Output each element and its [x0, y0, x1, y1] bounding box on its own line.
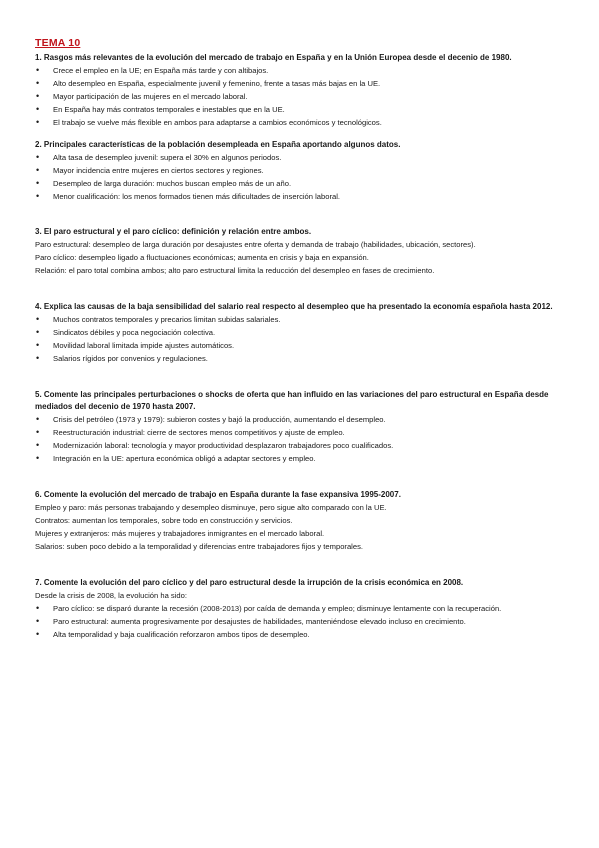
paragraph: Contratos: aumentan los temporales, sobre todo en construcción y servicios.	[35, 516, 293, 525]
bullet-list	[35, 151, 570, 203]
question-heading: 7. Comente la evolución del paro cíclico y del paro estructural desde la irrupción de la crisis económica en 2008.	[35, 578, 464, 587]
question-heading: 3. El paro estructural y el paro cíclico: definición y relación entre ambos.	[35, 227, 312, 236]
paragraph: Salarios: suben poco debido a la temporalidad y diferencias entre trabajadores fijos y temporales.	[35, 542, 363, 551]
paragraph: Paro cíclico: desempleo ligado a fluctuaciones económicas; aumenta en crisis y baja en expansión.	[35, 253, 369, 262]
question-heading: 4. Explica las causas de la baja sensibilidad del salario real respecto al desempleo que ha presentado la economía española hasta 2012.	[35, 302, 553, 311]
spacer	[35, 277, 570, 301]
paragraph: Desde la crisis de 2008, la evolución ha sido:	[35, 591, 187, 600]
list-item: • Alta tasa de desempleo juvenil: supera el 30% en algunos periodos.	[35, 151, 570, 164]
list-item: • Sindicatos débiles y poca negociación colectiva.	[35, 326, 570, 339]
section-6	[35, 489, 570, 553]
spacer	[35, 129, 570, 139]
bullet-list	[35, 413, 570, 465]
paragraph: Empleo y paro: más personas trabajando y desempleo disminuye, pero sigue alto comparado con la UE.	[35, 503, 387, 512]
list-item: • Paro estructural: aumenta progresivamente por desajustes de habilidades, manteniéndose elevado incluso en crecimiento.	[35, 615, 570, 628]
list-item: • Crece el empleo en la UE; en España más tarde y con altibajos.	[35, 64, 570, 77]
list-item: • Crisis del petróleo (1973 y 1979): subieron costes y bajó la producción, aumentando el desempleo.	[35, 413, 570, 426]
paragraph: Mujeres y extranjeros: más mujeres y trabajadores inmigrantes en el mercado laboral.	[35, 529, 325, 538]
document-page	[35, 37, 570, 641]
list-item: • Mayor participación de las mujeres en el mercado laboral.	[35, 90, 570, 103]
document-title: TEMA 10	[35, 37, 81, 49]
list-item: • Salarios rígidos por convenios y regulaciones.	[35, 352, 570, 365]
spacer	[35, 465, 570, 489]
section-1	[35, 52, 570, 129]
question-heading: 5. Comente las principales perturbaciones o shocks de oferta que han influido en las variaciones del paro estructural en España desde mediados del decenio de 1970 hasta 2007.	[35, 390, 549, 411]
list-item: • Integración en la UE: apertura económica obligó a adaptar sectores y empleo.	[35, 452, 570, 465]
paragraph: Relación: el paro total combina ambos; alto paro estructural limita la reducción del desempleo en fases de crecimiento.	[35, 266, 435, 275]
list-item: • El trabajo se vuelve más flexible en ambos para adaptarse a cambios económicos y tecnológicos.	[35, 116, 570, 129]
bullet-list	[35, 313, 570, 365]
spacer	[35, 553, 570, 577]
list-item: • Alto desempleo en España, especialmente juvenil y femenino, frente a tasas más bajas en la UE.	[35, 77, 570, 90]
list-item: • Menor cualificación: los menos formados tienen más dificultades de inserción laboral.	[35, 190, 570, 203]
section-3	[35, 226, 570, 277]
bullet-list	[35, 602, 570, 641]
section-7	[35, 577, 570, 641]
list-item: • Movilidad laboral limitada impide ajustes automáticos.	[35, 339, 570, 352]
paragraph: Paro estructural: desempleo de larga duración por desajustes entre oferta y demanda de trabajo (habilidades, ubicación, sectores).	[35, 240, 476, 249]
question-heading: 2. Principales características de la población desempleada en España aportando algunos datos.	[35, 140, 401, 149]
spacer	[35, 365, 570, 389]
section-5	[35, 389, 570, 465]
section-4	[35, 301, 570, 365]
section-2	[35, 139, 570, 203]
question-heading: 1. Rasgos más relevantes de la evolución del mercado de trabajo en España y en la Unión Europea desde el decenio de 1980.	[35, 53, 512, 62]
list-item: • Modernización laboral: tecnología y mayor productividad desplazaron trabajadores poco cualificados.	[35, 439, 570, 452]
list-item: • Mayor incidencia entre mujeres en ciertos sectores y regiones.	[35, 164, 570, 177]
list-item: • Muchos contratos temporales y precarios limitan subidas salariales.	[35, 313, 570, 326]
bullet-list	[35, 64, 570, 129]
list-item: • Desempleo de larga duración: muchos buscan empleo más de un año.	[35, 177, 570, 190]
list-item: • En España hay más contratos temporales e inestables que en la UE.	[35, 103, 570, 116]
question-heading: 6. Comente la evolución del mercado de trabajo en España durante la fase expansiva 1995-2007.	[35, 490, 401, 499]
list-item: • Alta temporalidad y baja cualificación reforzaron ambos tipos de desempleo.	[35, 628, 570, 641]
list-item: • Paro cíclico: se disparó durante la recesión (2008-2013) por caída de demanda y empleo; disminuye lentamente con la recuperación.	[35, 602, 570, 615]
spacer	[35, 203, 570, 226]
list-item: • Reestructuración industrial: cierre de sectores menos competitivos y ajuste de empleo.	[35, 426, 570, 439]
